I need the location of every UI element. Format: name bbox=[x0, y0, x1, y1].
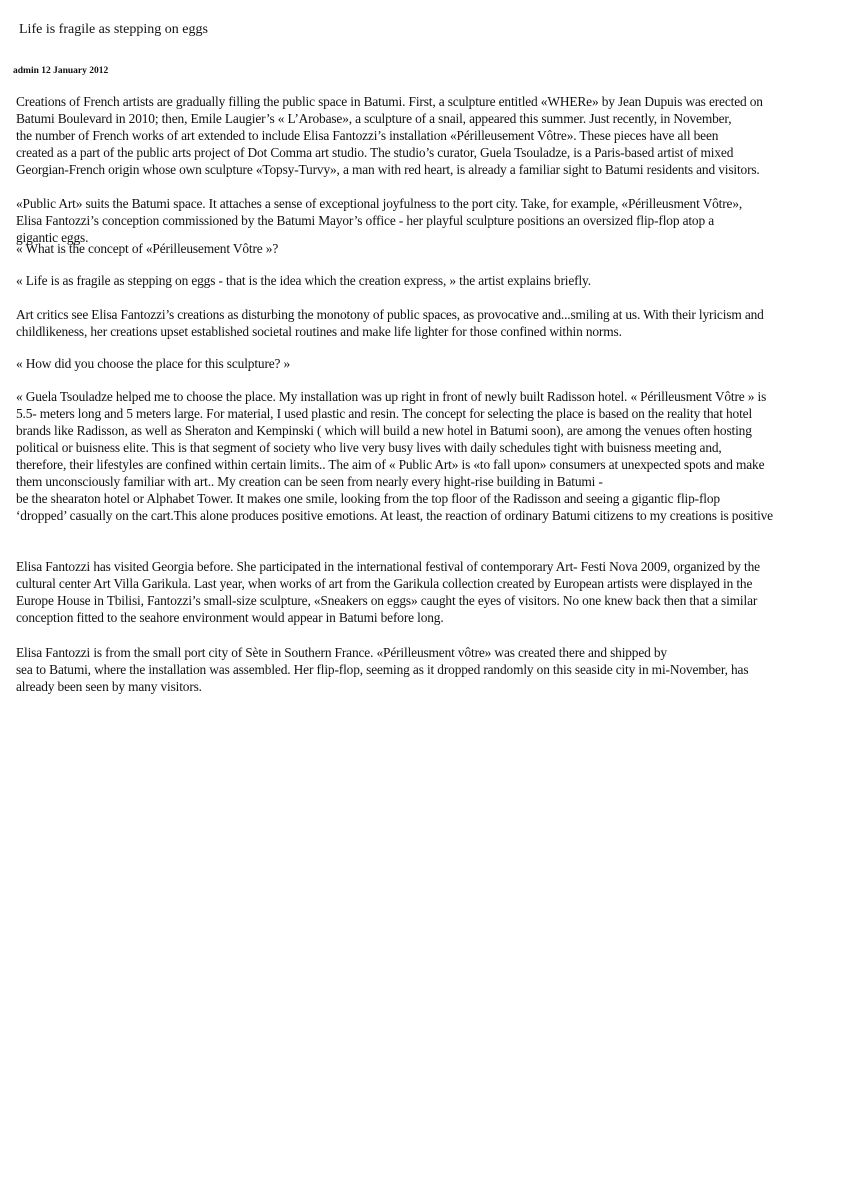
paragraph-line: Europe House in Tbilisi, Fantozzi’s small-size sculpture, «Sneakers on eggs» caught the eyes of visitors. No one knew back then that a similar bbox=[16, 593, 758, 608]
paragraph-line: 5.5- meters long and 5 meters large. For material, I used plastic and resin. The concept for selecting the place is based on the reality that hotel bbox=[16, 406, 753, 421]
paragraph-line: them unconsciously familiar with art.. My creation can be seen from nearly every hight-rise building in Batumi - bbox=[16, 474, 603, 489]
paragraph-line: already been seen by many visitors. bbox=[16, 679, 202, 694]
paragraph-line: « Life is as fragile as stepping on eggs - that is the idea which the creation express, » the artist explains briefly. bbox=[16, 273, 591, 288]
paragraph bbox=[16, 93, 763, 178]
paragraph bbox=[16, 240, 278, 257]
article-title: Life is fragile as stepping on eggs bbox=[19, 22, 208, 37]
paragraph-line: Elisa Fantozzi is from the small port city of Sète in Southern France. «Périlleusment vôtre» was created there and shipped by bbox=[16, 645, 667, 660]
paragraph-line: conception fitted to the seahore environment would appear in Batumi before long. bbox=[16, 610, 444, 625]
paragraph-line: « How did you choose the place for this sculpture? » bbox=[16, 356, 291, 371]
paragraph-line: Batumi Boulevard in 2010; then, Emile Laugier’s « L’Arobase», a sculpture of a snail, appeared this summer. Just recently, in November, bbox=[16, 111, 732, 126]
paragraph-line: gigantic eggs. bbox=[16, 230, 89, 245]
paragraph-line: «Public Art» suits the Batumi space. It attaches a sense of exceptional joyfulness to the port city. Take, for example, «Périlleusment Vôtre», bbox=[16, 196, 743, 211]
paragraph-line: the number of French works of art extended to include Elisa Fantozzi’s installation «Périlleusement Vôtre». These pieces have all been bbox=[16, 128, 719, 143]
paragraph bbox=[16, 272, 591, 289]
paragraph-line: « Guela Tsouladze helped me to choose the place. My installation was up right in front of newly built Radisson hotel. « Périlleusment Vôtre » is bbox=[16, 389, 767, 404]
paragraph bbox=[16, 558, 760, 626]
paragraph-line: Art critics see Elisa Fantozzi’s creations as disturbing the monotony of public spaces, as provocative and...smiling at us. With their lyricism and bbox=[16, 307, 764, 322]
paragraph-line: created as a part of the public arts project of Dot Comma art studio. The studio’s curator, Guela Tsouladze, is a Paris-based artist of mixed bbox=[16, 145, 734, 160]
paragraph bbox=[16, 355, 290, 372]
paragraph-line: political or buisness elite. This is that segment of society who live very busy lives with daily schedules tight with buisness meeting and, bbox=[16, 440, 722, 455]
paragraph-line: therefore, their lifestyles are confined within certain limits.. The aim of « Public Art» is «to fall upon» consumers at unexpected spots and make bbox=[16, 457, 765, 472]
paragraph-line: Creations of French artists are gradually filling the public space in Batumi. First, a sculpture entitled «WHERe» by Jean Dupuis was erected on bbox=[16, 94, 763, 109]
paragraph-line: « What is the concept of «Périlleusement Vôtre »? bbox=[16, 241, 279, 256]
paragraph bbox=[16, 195, 742, 246]
paragraph-line: childlikeness, her creations upset established societal routines and make life lighter for those confined within norms. bbox=[16, 324, 622, 339]
paragraph-line: Elisa Fantozzi has visited Georgia before. She participated in the international festival of contemporary Art- Festi Nova 2009, organized by the bbox=[16, 559, 760, 574]
paragraph bbox=[16, 644, 748, 695]
article-meta: admin 12 January 2012 bbox=[13, 66, 109, 76]
paragraph-line: sea to Batumi, where the installation was assembled. Her flip-flop, seeming as it dropped randomly on this seaside city in mi-November, has bbox=[16, 662, 749, 677]
paragraph-line: brands like Radisson, as well as Sheraton and Kempinski ( which will build a new hotel in Batumi soon), are among the venues often hosting bbox=[16, 423, 752, 438]
paragraph-line: be the shearaton hotel or Alphabet Tower. It makes one smile, looking from the top floor of the Radisson and seeing a gigantic flip-flop bbox=[16, 491, 720, 506]
paragraph-line: Georgian-French origin whose own sculpture «Topsy-Turvy», a man with red heart, is already a familiar sight to Batumi residents and visitors. bbox=[16, 162, 760, 177]
paragraph-line: cultural center Art Villa Garikula. Last year, when works of art from the Garikula collection created by European artists were displayed in the bbox=[16, 576, 753, 591]
paragraph-line: ‘dropped’ casually on the cart.This alone produces positive emotions. At least, the reaction of ordinary Batumi citizens to my creations is positive bbox=[16, 508, 773, 523]
paragraph bbox=[16, 388, 773, 524]
paragraph-line: Elisa Fantozzi’s conception commissioned by the Batumi Mayor’s office - her playful sculpture positions an oversized flip-flop atop a bbox=[16, 213, 715, 228]
paragraph bbox=[16, 306, 764, 340]
